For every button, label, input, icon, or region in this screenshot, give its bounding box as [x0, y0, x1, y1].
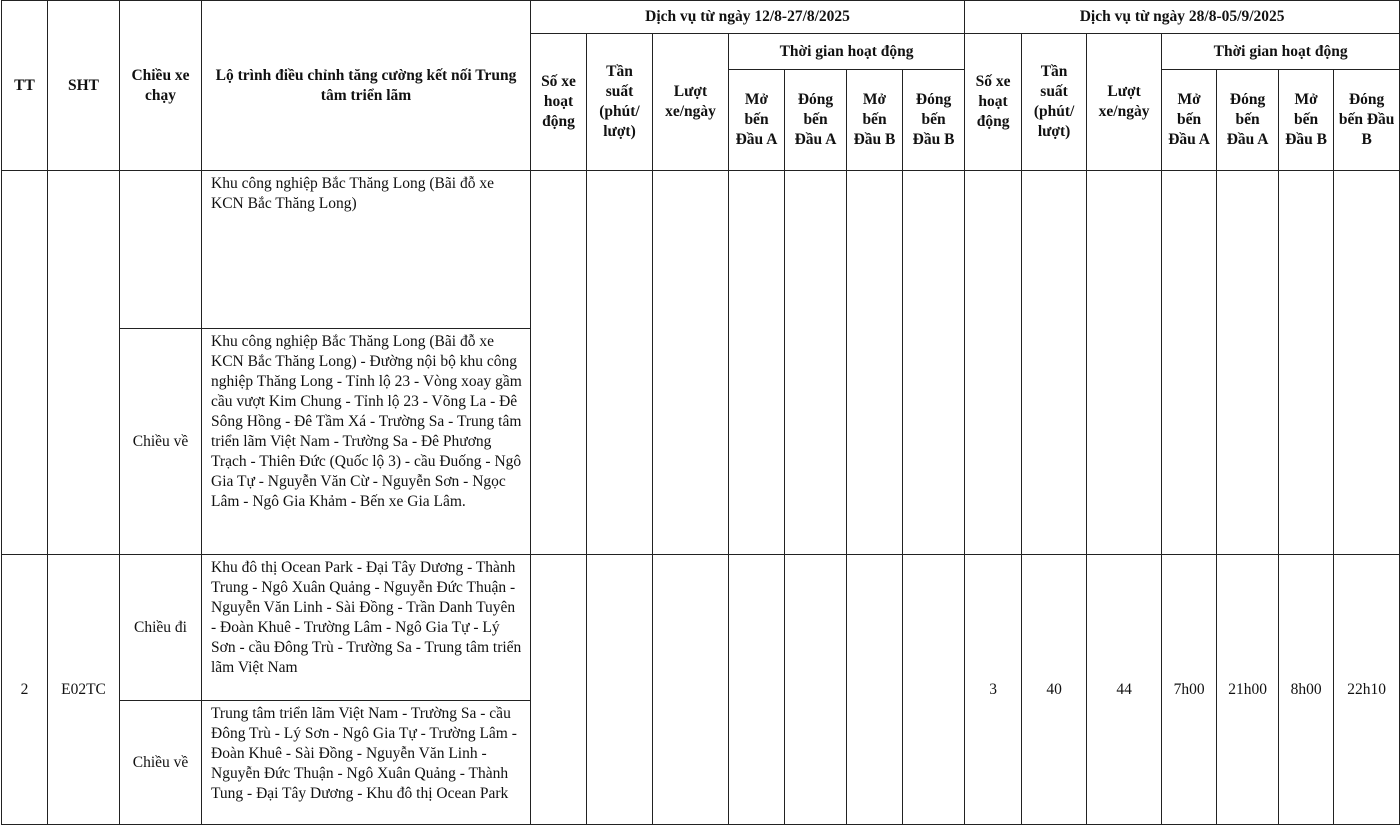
- header-p1-open-a: Mở bến Đầu A: [729, 70, 785, 171]
- cell-p2-trips: [1087, 171, 1162, 555]
- cell-p2-open-a: [1162, 171, 1217, 555]
- cell-p2-close-a: 21h00: [1217, 555, 1279, 825]
- header-p2-close-b: Đóng bến Đầu B: [1334, 70, 1400, 171]
- cell-p2-frequency: [1022, 171, 1087, 555]
- cell-p1-frequency: [587, 171, 653, 555]
- cell-p2-open-b: [1279, 171, 1334, 555]
- header-direction: Chiều xe chạy: [120, 1, 202, 171]
- cell-p2-open-b: 8h00: [1279, 555, 1334, 825]
- cell-p2-frequency: 40: [1022, 555, 1087, 825]
- header-p2-close-a: Đóng bến Đầu A: [1217, 70, 1279, 171]
- table-row: [2, 171, 1400, 329]
- header-period-1: Dịch vụ từ ngày 12/8-27/8/2025: [531, 1, 965, 34]
- cell-direction-back: Chiều về: [120, 701, 202, 825]
- cell-direction-out: Chiều đi: [120, 555, 202, 701]
- header-p2-frequency: Tần suất (phút/ lượt): [1022, 34, 1087, 171]
- header-route: Lộ trình điều chỉnh tăng cường kết nối Trung tâm triển lãm: [202, 1, 531, 171]
- bus-schedule-table: [1, 0, 1400, 825]
- header-p2-operating-time: Thời gian hoạt động: [1162, 34, 1400, 70]
- header-p2-open-a: Mở bến Đầu A: [1162, 70, 1217, 171]
- cell-route-back: Trung tâm triển lãm Việt Nam - Trường Sa - cầu Đông Trù - Lý Sơn - Ngô Gia Tự - Trường Lâm - Đoàn Khuê - Sài Đồng - Nguyễn Văn Linh - Nguyễn Đức Thuận - Ngô Xuân Quảng - Thành Tung - Đại Tây Dương - Khu đô thị Ocean Park: [202, 701, 531, 825]
- cell-p1-frequency: [587, 555, 653, 825]
- cell-p1-open-b: [847, 171, 903, 555]
- header-sht: SHT: [48, 1, 120, 171]
- cell-p1-close-b: [903, 555, 965, 825]
- header-p1-trips: Lượt xe/ngày: [653, 34, 729, 171]
- cell-p2-vehicles: [965, 171, 1022, 555]
- cell-tt: 2: [2, 555, 48, 825]
- cell-p1-trips: [653, 171, 729, 555]
- header-p1-open-b: Mở bến Đầu B: [847, 70, 903, 171]
- header-p1-close-a: Đóng bến Đầu A: [785, 70, 847, 171]
- cell-p1-close-a: [785, 171, 847, 555]
- cell-p2-vehicles: 3: [965, 555, 1022, 825]
- header-p1-vehicles: Số xe hoạt động: [531, 34, 587, 171]
- cell-sht: E02TC: [48, 555, 120, 825]
- header-p2-trips: Lượt xe/ngày: [1087, 34, 1162, 171]
- header-tt: TT: [2, 1, 48, 171]
- header-p2-vehicles: Số xe hoạt động: [965, 34, 1022, 171]
- cell-p2-trips: 44: [1087, 555, 1162, 825]
- header-p2-open-b: Mở bến Đầu B: [1279, 70, 1334, 171]
- header-p1-close-b: Đóng bến Đầu B: [903, 70, 965, 171]
- cell-sht: [48, 171, 120, 555]
- cell-p1-close-a: [785, 555, 847, 825]
- header-p1-frequency: Tần suất (phút/ lượt): [587, 34, 653, 171]
- cell-p2-close-b: [1334, 171, 1400, 555]
- cell-tt: [2, 171, 48, 555]
- cell-route-out: Khu đô thị Ocean Park - Đại Tây Dương - Thành Trung - Ngô Xuân Quảng - Nguyễn Đức Thuận - Nguyễn Văn Linh - Sài Đồng - Trần Danh Tuyên - Đoàn Khuê - Trường Lâm - Ngô Gia Tự - Lý Sơn - cầu Đông Trù - Trường Sa - Trung tâm triển lãm Việt Nam: [202, 555, 531, 701]
- cell-route-out: Khu công nghiệp Bắc Thăng Long (Bãi đỗ xe KCN Bắc Thăng Long): [202, 171, 531, 329]
- cell-p2-close-b: 22h10: [1334, 555, 1400, 825]
- cell-p1-open-a: [729, 171, 785, 555]
- cell-direction-back: Chiều về: [120, 329, 202, 555]
- cell-p1-open-a: [729, 555, 785, 825]
- cell-p1-open-b: [847, 555, 903, 825]
- cell-route-back: Khu công nghiệp Bắc Thăng Long (Bãi đỗ xe KCN Bắc Thăng Long) - Đường nội bộ khu công nghiệp Thăng Long - Tỉnh lộ 23 - Vòng xoay gầm cầu vượt Kim Chung - Tỉnh lộ 23 - Võng La - Đê Sông Hồng - Đê Tầm Xá - Trường Sa - Trung tâm triển lãm Việt Nam - Trường Sa - Đê Phương Trạch - Thiên Đức (Quốc lộ 3) - cầu Đuống - Ngô Gia Tự - Nguyễn Văn Cừ - Nguyễn Sơn - Ngọc Lâm - Ngô Gia Khảm - Bến xe Gia Lâm.: [202, 329, 531, 555]
- cell-p1-vehicles: [531, 171, 587, 555]
- cell-p1-trips: [653, 555, 729, 825]
- cell-direction-out: [120, 171, 202, 329]
- table-row: [2, 555, 1400, 701]
- header-p1-operating-time: Thời gian hoạt động: [729, 34, 965, 70]
- cell-p1-vehicles: [531, 555, 587, 825]
- cell-p2-open-a: 7h00: [1162, 555, 1217, 825]
- cell-p2-close-a: [1217, 171, 1279, 555]
- header-period-2: Dịch vụ từ ngày 28/8-05/9/2025: [965, 1, 1400, 34]
- cell-p1-close-b: [903, 171, 965, 555]
